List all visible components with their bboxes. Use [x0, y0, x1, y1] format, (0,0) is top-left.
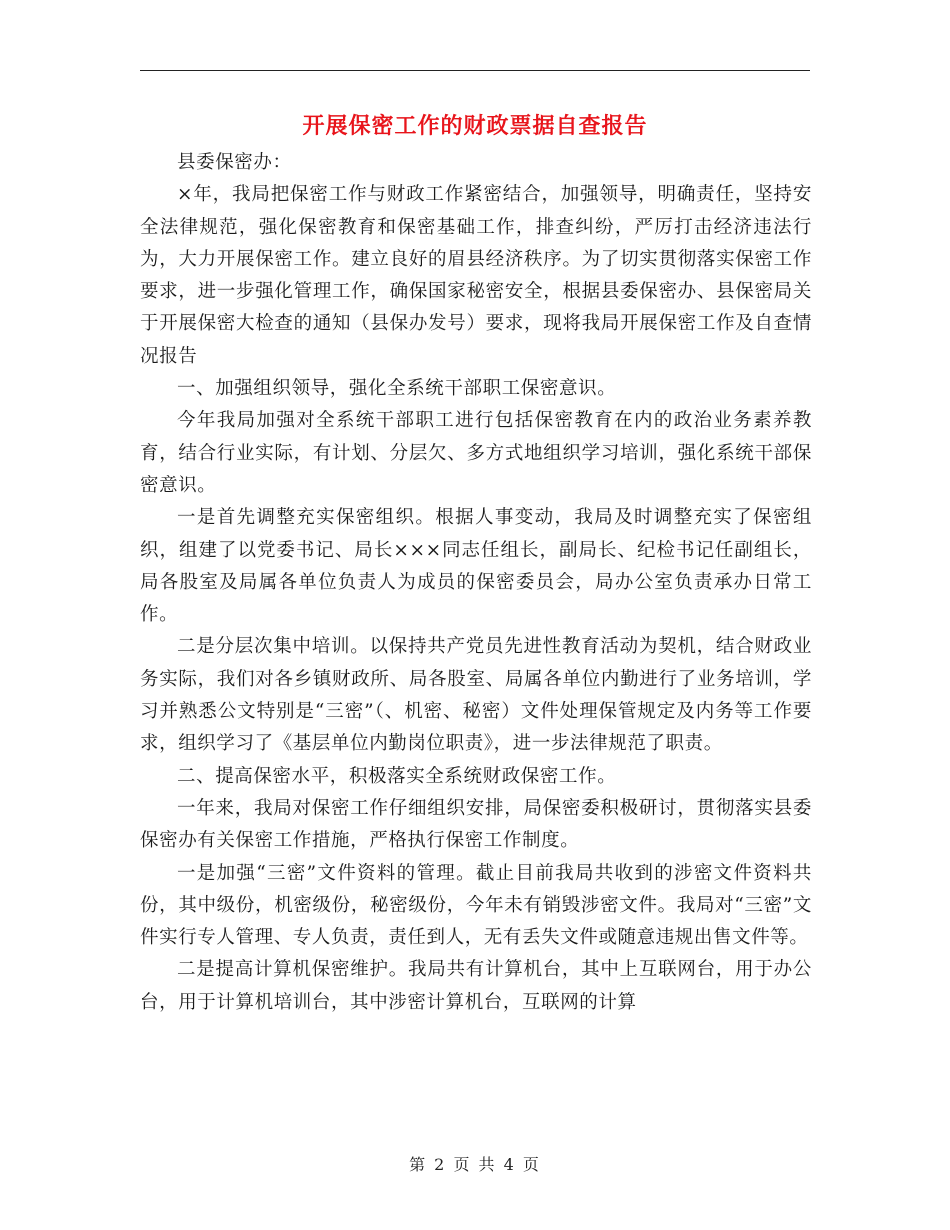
section-heading: 一、加强组织领导，强化全系统干部职工保密意识。	[177, 378, 617, 400]
paragraph: 二是提高计算机保密维护。我局共有计算机台，其中上互联网台，用于办公台，用于计算机培训台，其中涉密计算机台，互联网的计算	[140, 959, 812, 1013]
paragraph: 一是加强“三密”文件资料的管理。截止目前我局共收到的涉密文件资料共份，其中级份，机密级份，秘密级份，今年未有销毁涉密文件。我局对“三密”文件实行专人管理、专人负责，责任到人，无有丢失文件或随意违规出售文件等。	[140, 862, 812, 949]
document-body	[140, 147, 812, 1019]
paragraph: ×年，我局把保密工作与财政工作紧密结合，加强领导，明确责任，坚持安全法律规范，强化保密教育和保密基础工作，排查纠纷，严厉打击经济违法行为，大力开展保密工作。建立良好的眉县经济秩序。为了切实贯彻落实保密工作要求，进一步强化管理工作，确保国家秘密安全，根据县委保密办、县保密局关于开展保密大检查的通知（县保办发号）要求，现将我局开展保密工作及自查情况报告	[140, 184, 812, 367]
paragraph: 一是首先调整充实保密组织。根据人事变动，我局及时调整充实了保密组织，组建了以党委书记、局长×××同志任组长，副局长、纪检书记任副组长，局各股室及局属各单位负责人为成员的保密委员会，局办公室负责承办日常工作。	[140, 507, 812, 626]
section-heading: 二、提高保密水平，积极落实全系统财政保密工作。	[177, 765, 617, 787]
paragraph: 二是分层次集中培训。以保持共产党员先进性教育活动为契机，结合财政业务实际，我们对各乡镇财政所、局各股室、局属各单位内勤进行了业务培训，学习并熟悉公文特别是“三密”（、机密、秘密）文件处理保管规定及内务等工作要求，组织学习了《基层单位内勤岗位职责》，进一步法律规范了职责。	[140, 636, 812, 755]
paragraph: 今年我局加强对全系统干部职工进行包括保密教育在内的政治业务素养教育，结合行业实际，有计划、分层欠、多方式地组织学习培训，强化系统干部保密意识。	[140, 410, 812, 496]
salutation: 县委保密办：	[177, 152, 292, 173]
header-rule	[140, 70, 810, 71]
document-title: 开展保密工作的财政票据自查报告	[302, 113, 648, 139]
paragraph: 一年来，我局对保密工作仔细组织安排，局保密委积极研讨，贯彻落实县委保密办有关保密工作措施，严格执行保密工作制度。	[140, 797, 812, 852]
page-number: 第 2 页 共 4 页	[409, 1155, 541, 1174]
